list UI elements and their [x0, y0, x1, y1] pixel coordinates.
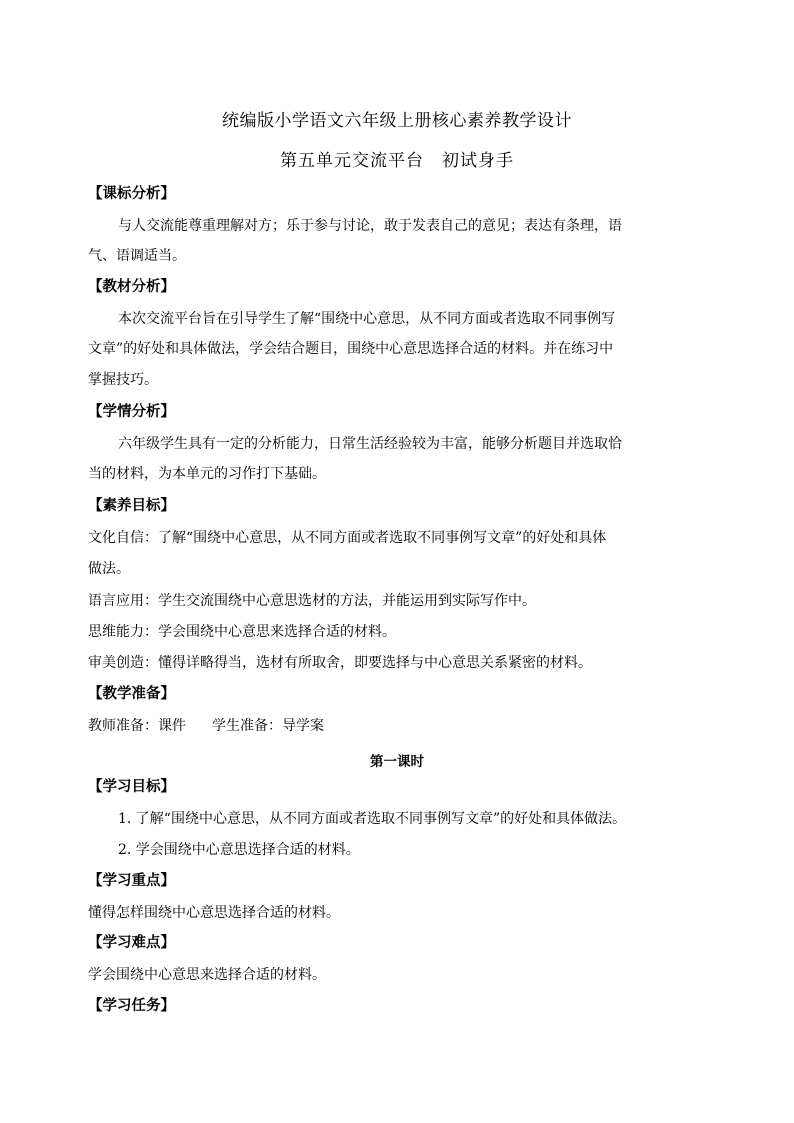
literacy-thinking: 思维能力：学会围绕中心意思来选择合适的材料。	[88, 624, 396, 640]
lesson-title: 第一课时	[370, 754, 424, 770]
preparation-line	[88, 719, 706, 733]
curriculum-line-2: 气、语调适当。	[88, 248, 186, 264]
literacy-culture-line-2: 做法。	[88, 561, 130, 577]
learner-line-1: 六年级学生具有一定的分析能力，日常生活经验较为丰富，能够分析题目并选取恰	[118, 436, 622, 452]
learning-difficulty: 学会围绕中心意思来选择合适的材料。	[88, 967, 326, 983]
learning-goals-heading: 【学习目标】	[88, 779, 175, 795]
teacher-preparation: 教师准备：课件	[88, 718, 186, 734]
literacy-heading: 【素养目标】	[88, 498, 175, 514]
textbook-line-1: 本次交流平台旨在引导学生了解“围绕中心意思，从不同方面或者选取不同事例写	[118, 311, 616, 327]
textbook-line-3: 掌握技巧。	[88, 372, 158, 388]
learning-focus: 懂得怎样围绕中心意思选择合适的材料。	[88, 905, 340, 921]
learning-tasks-heading: 【学习任务】	[88, 998, 175, 1014]
preparation-heading: 【教学准备】	[88, 686, 175, 702]
curriculum-heading: 【课标分析】	[88, 186, 175, 202]
student-preparation: 学生准备：导学案	[212, 718, 324, 734]
literacy-language: 语言应用：学生交流围绕中心意思选材的方法，并能运用到实际写作中。	[88, 593, 536, 609]
curriculum-line-1: 与人交流能尊重理解对方；乐于参与讨论，敢于发表自己的意见；表达有条理，语	[118, 218, 622, 234]
learner-heading: 【学情分析】	[88, 404, 175, 420]
learning-goal-2: 2. 学会围绕中心意思选择合适的材料。	[118, 842, 360, 858]
document-title: 统编版小学语文六年级上册核心素养教学设计	[222, 111, 572, 131]
learning-goal-1: 1. 了解“围绕中心意思，从不同方面或者选取不同事例写文章”的好处和具体做法。	[118, 811, 627, 827]
literacy-aesthetic: 审美创造：懂得详略得当，选材有所取舍，即要选择与中心意思关系紧密的材料。	[88, 655, 592, 671]
textbook-heading: 【教材分析】	[88, 279, 175, 295]
document-subtitle: 第五单元交流平台 初试身手	[280, 151, 514, 171]
learning-difficulty-heading: 【学习难点】	[88, 935, 175, 951]
textbook-line-2: 文章”的好处和具体做法，学会结合题目，围绕中心意思选择合适的材料。并在练习中	[88, 341, 614, 357]
learner-line-2: 当的材料，为本单元的习作打下基础。	[88, 466, 326, 482]
learning-focus-heading: 【学习重点】	[88, 873, 175, 889]
literacy-culture-line-1: 文化自信：了解“围绕中心意思，从不同方面或者选取不同事例写文章”的好处和具体	[88, 530, 607, 546]
